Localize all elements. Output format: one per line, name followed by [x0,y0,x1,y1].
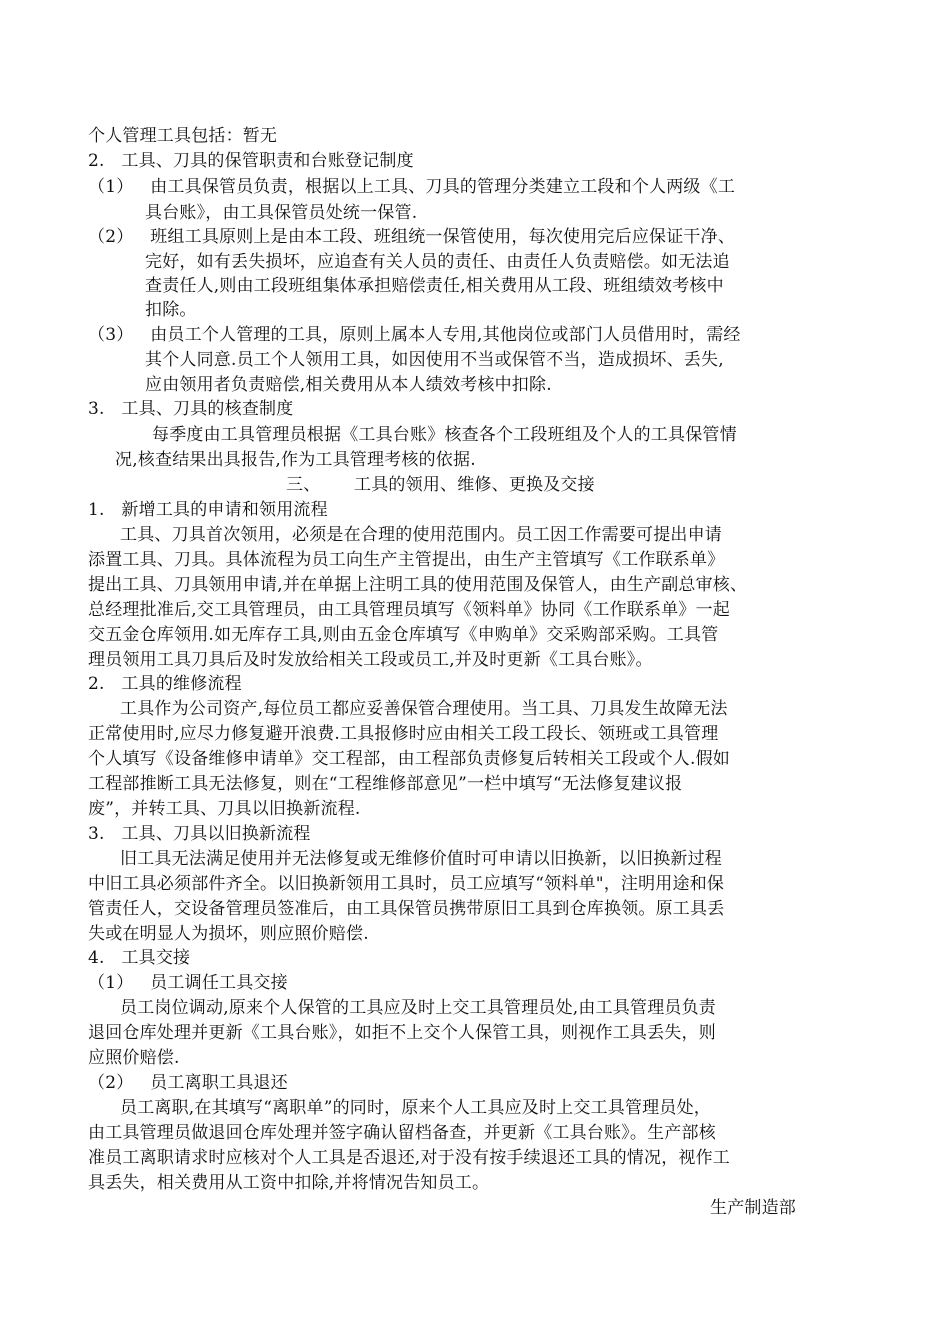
text-line: 具丢失，相关费用从工资中扣除,并将情况告知员工。 [88,1173,490,1193]
signature-department: 生产制造部 [710,1198,796,1218]
text-line: 理员领用工具刀具后及时发放给相关工段或员工,并及时更新《工具台账》。 [88,650,653,670]
chapter-heading: 三、 工具的领用、维修、更换及交接 [286,475,595,495]
text-line: 准员工离职请求时应核对个人工具是否退还,对于没有按手续退还工具的情况，视作工 [88,1148,731,1168]
text-line: 应由领用者负责赔偿,相关费用从本人绩效考核中扣除. [145,375,552,395]
text-line: 总经理批准后,交工具管理员，由工具管理员填写《领料单》协同《工作联系单》一起 [88,600,731,620]
list-item: （1） 由工具保管员负责，根据以上工具、刀具的管理分类建立工段和个人两级《工 [88,177,736,197]
text-line: 工具、刀具首次领用，必须是在合理的使用范围内。员工因工作需要可提出申请 [120,525,722,545]
text-line: 况,核查结果出具报告,作为工具管理考核的依据. [115,450,476,470]
section-heading: 2. 工具的维修流程 [88,674,242,694]
text-line: 由工具管理员做退回仓库处理并签字确认留档备查，并更新《工具台账》。生产部核 [88,1123,716,1143]
text-line: 个人管理工具包括：暂无 [88,126,278,146]
section-heading: 4. 工具交接 [88,948,191,968]
text-line: 废”，并转工具、刀具以旧换新流程. [88,799,361,819]
text-line: 交五金仓库领用.如无库存工具,则由五金仓库填写《申购单》交采购部采购。工具管 [88,625,719,645]
text-line: 应照价赔偿. [88,1048,180,1068]
text-line: 员工离职,在其填写“离职单”的同时，原来个人工具应及时上交工具管理员处， [120,1098,711,1118]
section-heading: 2. 工具、刀具的保管职责和台账登记制度 [88,151,414,171]
text-line: 旧工具无法满足使用并无法修复或无维修价值时可申请以旧换新，以旧换新过程 [120,849,722,869]
text-line: 添置工具、刀具。具体流程为员工向生产主管提出，由生产主管填写《工作联系单》 [88,550,725,570]
text-line: 扣除。 [145,300,197,320]
text-line: 其个人同意.员工个人领用工具，如因使用不当或保管不当，造成损坏、丢失, [145,350,724,370]
text-line: 管责任人，交设备管理员签准后，由工具保管员携带原旧工具到仓库换领。原工具丢 [88,899,725,919]
section-heading: 3. 工具、刀具以旧换新流程 [88,824,311,844]
text-line: 中旧工具必须部件齐全。以旧换新领用工具时，员工应填写“领料单"，注明用途和保 [88,874,725,894]
text-line: 具台账》，由工具保管员处统一保管. [145,203,418,223]
list-item: （2） 班组工具原则上是由本工段、班组统一保管使用，每次使用完后应保证干净、 [88,227,736,247]
text-line: 工程部推断工具无法修复，则在“工程维修部意见”一栏中填写“无法修复建议报 [88,774,683,794]
text-line: 工具作为公司资产,每位员工都应妥善保管合理使用。当工具、刀具发生故障无法 [120,699,728,719]
text-line: 个人填写《设备维修申请单》交工程部，由工程部负责修复后转相关工段或个人.假如 [88,749,731,769]
text-line: 员工岗位调动,原来个人保管的工具应及时上交工具管理员处,由工具管理员负责 [120,998,717,1018]
list-item: （1） 员工调任工具交接 [88,973,288,993]
list-item: （2） 员工离职工具退还 [88,1073,288,1093]
text-line: 提出工具、刀具领用申请,并在单据上注明工具的使用范围及保管人，由生产副总审核、 [88,575,748,595]
text-line: 退回仓库处理并更新《工具台账》，如拒不上交个人保管工具，则视作工具丢失，则 [88,1023,716,1043]
list-item: （3） 由员工个人管理的工具，原则上属本人专用,其他岗位或部门人员借用时，需经 [88,325,741,345]
section-heading: 3. 工具、刀具的核查制度 [88,399,294,419]
text-line: 每季度由工具管理员根据《工具台账》核查各个工段班组及个人的工具保管情 [152,425,737,445]
text-line: 查责任人,则由工段班组集体承担赔偿责任,相关费用从工段、班组绩效考核中 [145,276,724,296]
section-heading: 1. 新增工具的申请和领用流程 [88,500,328,520]
text-line: 失或在明显人为损坏，则应照价赔偿. [88,924,369,944]
text-line: 完好，如有丢失损坏，应追查有关人员的责任、由责任人负责赔偿。如无法追 [145,252,730,272]
text-line: 正常使用时,应尽力修复避开浪费.工具报修时应由相关工段工段长、领班或工具管理 [88,724,719,744]
